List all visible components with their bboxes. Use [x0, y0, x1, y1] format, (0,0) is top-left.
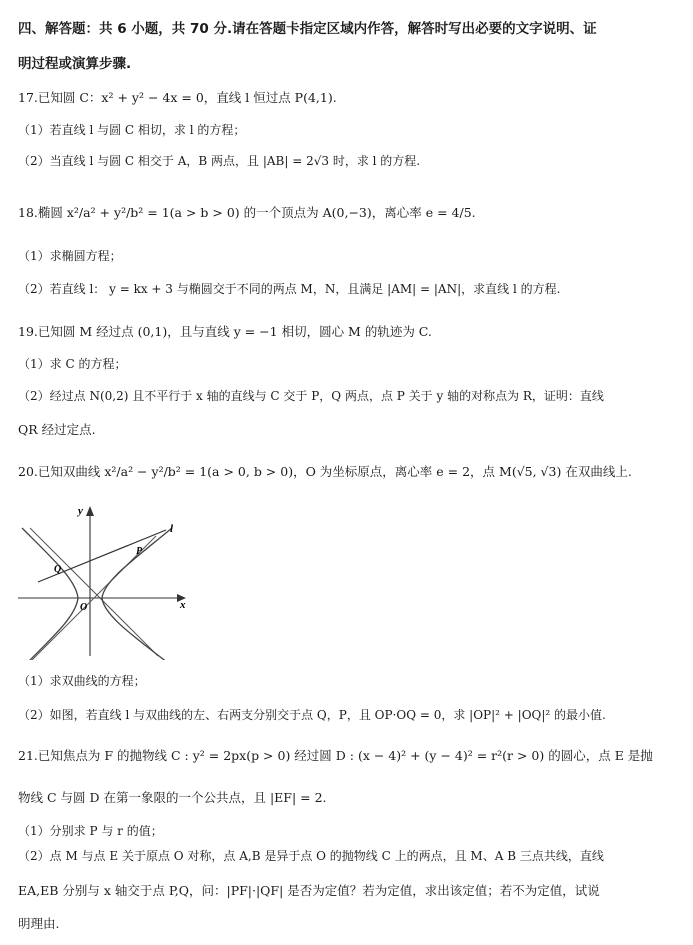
q18-part2: （2）若直线 l： y = kx + 3 与椭圆交于不同的两点 M，N，且满足 |AM| = |AN|，求直线 l 的方程.	[18, 282, 561, 296]
y-axis-arrow-icon	[86, 506, 94, 516]
q19-stem: 19.已知圆 M 经过点 (0,1)，且与直线 y = −1 相切，圆心 M 的轨迹为 C.	[18, 324, 432, 339]
q18-stem: 18.椭圆 x²/a² + y²/b² = 1(a > b > 0) 的一个顶点为 A(0,−3)，离心率 e = 4/5.	[18, 205, 476, 220]
q19-part2-line1: （2）经过点 N(0,2) 且不平行于 x 轴的直线与 C 交于 P，Q 两点，点 P 关于 y 轴的对称点为 R，证明：直线	[18, 389, 604, 403]
q21-stem-line1: 21.已知焦点为 F 的抛物线 C : y² = 2px(p > 0) 经过圆 D : (x − 4)² + (y − 4)² = r²(r > 0) 的圆心，点 E 是抛	[18, 748, 653, 763]
q20-part2: （2）如图，若直线 l 与双曲线的左、右两支分别交于点 Q，P，且 OP·OQ = 0，求 |OP|² + |OQ|² 的最小值.	[18, 708, 606, 722]
point-P-label: P	[136, 546, 143, 557]
q17-part1: （1）若直线 l 与圆 C 相切，求 l 的方程；	[18, 123, 246, 137]
y-axis-label: y	[78, 505, 83, 517]
origin-O-label: O	[80, 602, 88, 613]
q20-part1: （1）求双曲线的方程；	[18, 674, 146, 688]
point-Q-label: Q	[54, 564, 62, 575]
q21-part2-line3: 明理由.	[18, 916, 60, 931]
section-heading-line1: 四、解答题：共 6 小题，共 70 分.请在答题卡指定区域内作答，解答时写出必要的文字说明、证	[18, 21, 597, 37]
q21-part1: （1）分别求 P 与 r 的值；	[18, 824, 163, 838]
q21-stem-line2: 物线 C 与圆 D 在第一象限的一个公共点，且 |EF| = 2.	[18, 790, 327, 805]
q21-part2-line2: EA,EB 分别与 x 轴交于点 P,Q，问：|PF|·|QF| 是否为定值？若为定值，求出该定值；若不为定值，试说	[18, 883, 600, 898]
hyperbola-figure	[16, 500, 196, 660]
q20-stem: 20.已知双曲线 x²/a² − y²/b² = 1(a > 0, b > 0)，O 为坐标原点，离心率 e = 2，点 M(√5, √3) 在双曲线上.	[18, 464, 632, 479]
q17-part2: （2）当直线 l 与圆 C 相交于 A，B 两点，且 |AB| = 2√3 时，求 l 的方程.	[18, 154, 421, 168]
q19-part1: （1）求 C 的方程；	[18, 357, 127, 371]
q19-part2-line2: QR 经过定点.	[18, 422, 96, 437]
section-heading-line2: 明过程或演算步骤.	[18, 56, 132, 72]
x-axis-label: x	[180, 599, 186, 611]
q17-stem: 17.已知圆 C：x² + y² − 4x = 0，直线 l 恒过点 P(4,1).	[18, 90, 337, 105]
q21-part2-line1: （2）点 M 与点 E 关于原点 O 对称，点 A,B 是异于点 O 的抛物线 C 上的两点，且 M、A B 三点共线，直线	[18, 849, 604, 863]
q18-part1: （1）求椭圆方程；	[18, 249, 122, 263]
line-l-label: l	[170, 523, 174, 535]
